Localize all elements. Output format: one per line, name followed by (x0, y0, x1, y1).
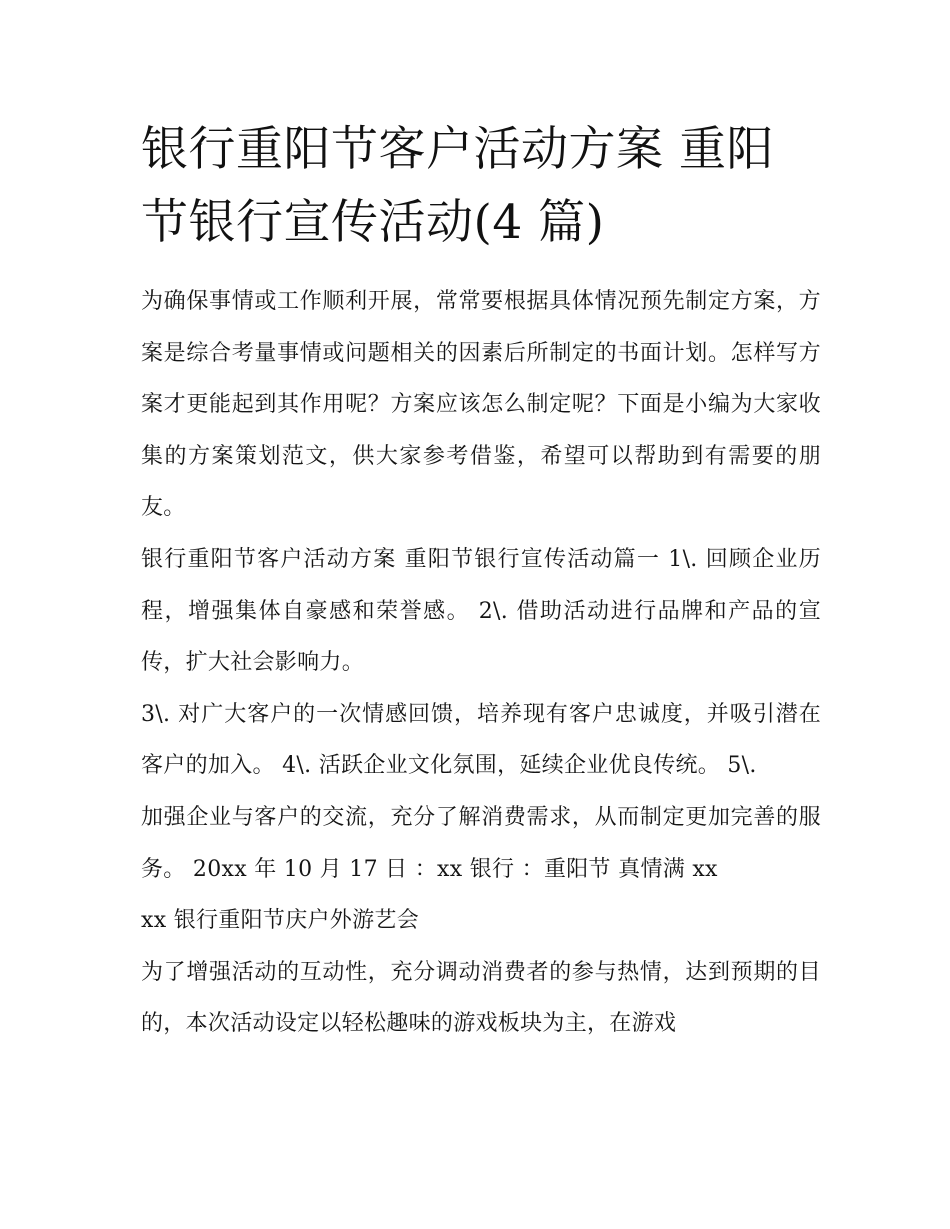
paragraph-intro: 为确保事情或工作顺利开展，常常要根据具体情况预先制定方案，方案是综合考量事情或问题相关的因素后所制定的书面计划。怎样写方案才更能起到其作用呢？方案应该怎么制定呢？下面是小编为大家收集的方案策划范文，供大家参考借鉴，希望可以帮助到有需要的朋友。 (141, 289, 821, 521)
paragraph-event-name: xx 银行重阳节庆户外游艺会 (141, 908, 420, 934)
document-body (141, 276, 821, 1050)
paragraph-goals-3-5: 3\. 对广大客户的一次情感回馈，培养现有客户忠诚度，并吸引潜在客户的加入。 4\. 活跃企业文化氛围，延续企业优良传统。 5\. (141, 701, 821, 779)
document-title: 银行重阳节客户活动方案 重阳节银行宣传活动(4 篇) (141, 122, 774, 250)
paragraph-goals-1-2: 银行重阳节客户活动方案 重阳节银行宣传活动篇一 1\. 回顾企业历程，增强集体自豪感和荣誉感。 2\. 借助活动进行品牌和产品的宣传，扩大社会影响力。 (141, 546, 821, 676)
paragraph-event-info: 加强企业与客户的交流，充分了解消费需求，从而制定更加完善的服务。 20xx 年 10 月 17 日 ：xx 银行 ：重阳节 真情满 xx (141, 804, 821, 882)
paragraph-activity: 为了增强活动的互动性，充分调动消费者的参与热情，达到预期的目的，本次活动设定以轻松趣味的游戏板块为主，在游戏 (141, 959, 821, 1037)
